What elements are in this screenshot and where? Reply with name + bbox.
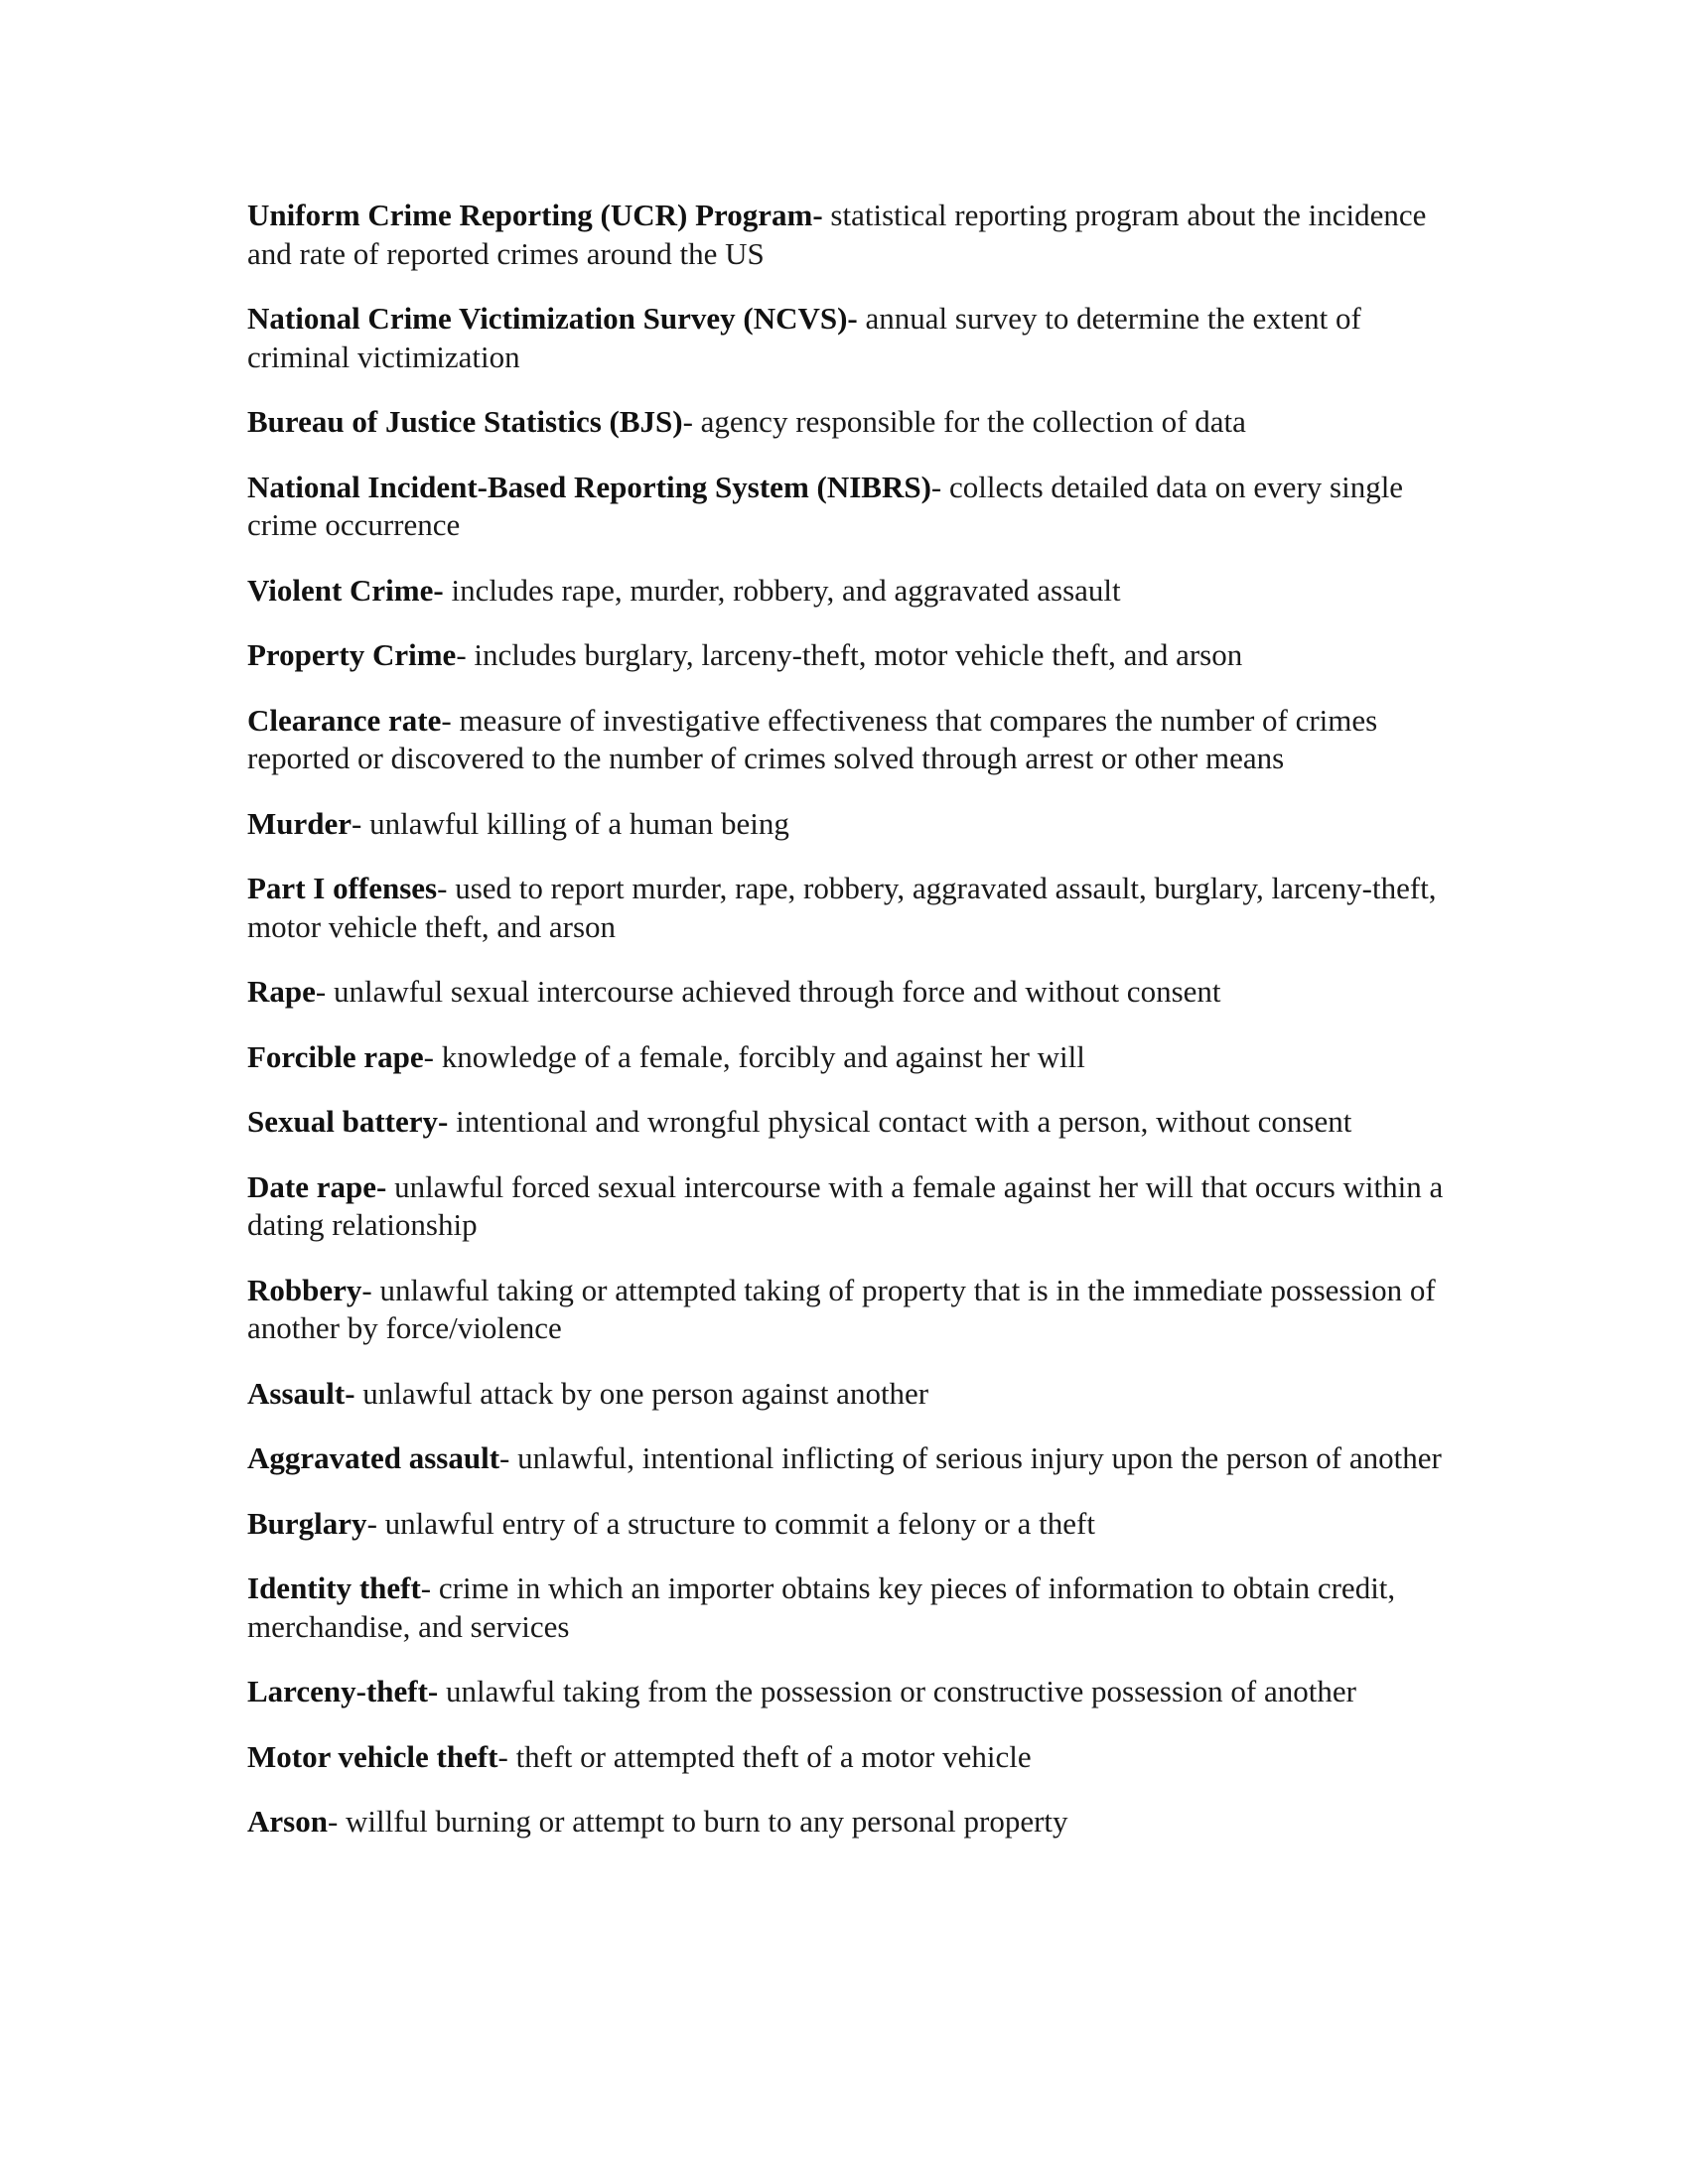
glossary-entry-violent-crime (247, 572, 1449, 611)
glossary-entry-clearance-rate (247, 702, 1449, 778)
definition: - used to report murder, rape, robbery, aggravated assault, burglary, larceny-theft, motor vehicle theft, and arson (247, 871, 1437, 944)
glossary-entry-murder (247, 805, 1449, 844)
glossary-entry-assault (247, 1375, 1449, 1414)
definition: unlawful attack by one person against another (354, 1375, 929, 1411)
term: Forcible rape (247, 1038, 424, 1074)
definition: - collects detailed data on every single crime occurrence (247, 469, 1404, 542)
glossary-entry-property-crime (247, 636, 1449, 675)
term: Burglary (247, 1505, 367, 1541)
definition: annual survey to determine the extent of criminal victimization (247, 301, 1361, 374)
term: Sexual battery- (247, 1104, 449, 1139)
glossary-entry-aggravated-assault (247, 1439, 1449, 1478)
term: Date rape- (247, 1168, 387, 1204)
term: National Incident-Based Reporting System (NIBRS) (247, 469, 931, 504)
definition: unlawful forced sexual intercourse with a female against her will that occurs within a dating relationship (247, 1168, 1444, 1242)
definition: - unlawful entry of a structure to commit a felony or a theft (366, 1505, 1095, 1541)
definition: - theft or attempted theft of a motor vehicle (497, 1738, 1032, 1774)
definition: - unlawful sexual intercourse achieved through force and without consent (315, 974, 1221, 1009)
glossary-entry-rape (247, 973, 1449, 1012)
definition: statistical reporting program about the incidence and rate of reported crimes around the US (247, 198, 1427, 271)
glossary-entry-nibrs (247, 469, 1449, 545)
definition: unlawful taking from the possession or constructive possession of another (438, 1674, 1356, 1708)
term: Assault- (247, 1375, 355, 1411)
term: Motor vehicle theft (247, 1738, 498, 1774)
term: Murder (247, 805, 352, 841)
term: Larceny-theft- (247, 1674, 439, 1708)
term: Part I offenses (247, 871, 438, 905)
term: Uniform Crime Reporting (UCR) Program- (247, 198, 823, 232)
glossary-entry-burglary (247, 1505, 1449, 1544)
glossary-list (247, 197, 1449, 1868)
glossary-entry-robbery (247, 1272, 1449, 1348)
definition: - crime in which an importer obtains key pieces of information to obtain credit, merchandise, and services (247, 1570, 1396, 1644)
glossary-entry-forcible-rape (247, 1038, 1449, 1077)
glossary-entry-larceny-theft (247, 1673, 1449, 1711)
glossary-entry-part-i-offenses (247, 870, 1449, 946)
glossary-entry-motor-vehicle-theft (247, 1738, 1449, 1777)
definition: - willful burning or attempt to burn to any personal property (327, 1804, 1068, 1839)
term: Rape (247, 974, 316, 1009)
term: Bureau of Justice Statistics (BJS) (247, 404, 683, 439)
glossary-entry-bjs (247, 403, 1449, 442)
definition: - measure of investigative effectiveness that compares the number of crimes reported or discovered to the number of crimes solved through arrest or other means (247, 702, 1378, 775)
term: National Crime Victimization Survey (NCVS)- (247, 301, 858, 336)
definition: - knowledge of a female, forcibly and against her will (423, 1038, 1085, 1074)
glossary-entry-sexual-battery (247, 1103, 1449, 1142)
definition: - unlawful taking or attempted taking of property that is in the immediate possession of another by force/violence (247, 1272, 1436, 1345)
term: Property Crime (247, 637, 457, 672)
definition: - unlawful killing of a human being (352, 805, 789, 841)
definition: - includes burglary, larceny-theft, motor vehicle theft, and arson (456, 637, 1243, 672)
definition: - unlawful, intentional inflicting of serious injury upon the person of another (499, 1440, 1442, 1475)
glossary-entry-ucr (247, 197, 1449, 273)
definition: - agency responsible for the collection of data (682, 404, 1246, 439)
term: Robbery (247, 1272, 362, 1307)
glossary-entry-ncvs (247, 300, 1449, 376)
term: Arson (247, 1804, 328, 1839)
glossary-entry-identity-theft (247, 1570, 1449, 1646)
glossary-entry-arson (247, 1803, 1449, 1842)
definition: intentional and wrongful physical contact with a person, without consent (448, 1104, 1352, 1139)
definition: includes rape, murder, robbery, and aggravated assault (443, 572, 1121, 608)
term: Aggravated assault (247, 1440, 500, 1475)
glossary-entry-date-rape (247, 1168, 1449, 1245)
term: Violent Crime- (247, 572, 444, 608)
term: Clearance rate (247, 702, 442, 738)
term: Identity theft (247, 1570, 421, 1605)
